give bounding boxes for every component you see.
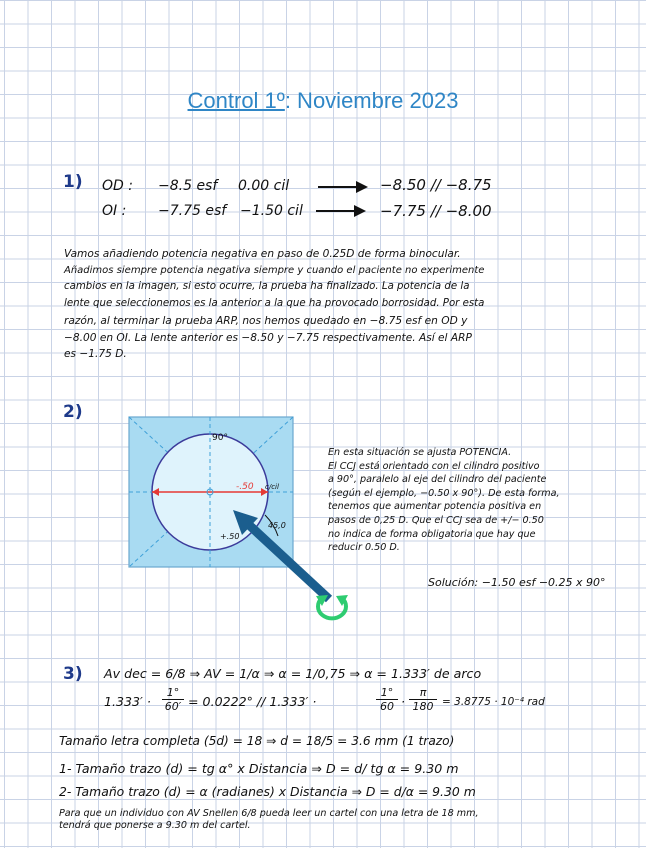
fraction-numerator: π xyxy=(409,686,437,700)
q2-line: no indica de forma obligatoria que hay que xyxy=(328,528,536,540)
fraction-3 xyxy=(409,686,437,713)
q1-line: Añadimos siempre potencia negativa siempre y cuando el paciente no experimente xyxy=(64,264,485,276)
q1-explanation xyxy=(64,246,484,363)
q2-line: tenemos que aumentar potencia positiva en xyxy=(328,501,542,513)
q2-line: (según el ejemplo, −0.50 x 90°). De esta forma, xyxy=(328,487,560,499)
q3-line-4: 1- Tamaño trazo (d) = tg α° x Distancia ⇒ D = d/ tg α = 9.30 m xyxy=(59,761,459,776)
q2-line: a 90°, paralelo al eje del cilindro del paciente xyxy=(328,474,547,486)
label-cil: c/cil xyxy=(265,483,279,491)
q1-line: es −1.75 D. xyxy=(64,348,127,361)
ccj-diagram xyxy=(128,416,358,628)
fraction-numerator: 1° xyxy=(376,686,398,700)
q1-line: razón, al terminar la prueba ARP, nos hemos quedado en −8.75 esf en OD y xyxy=(64,314,468,327)
question-1-number: 1) xyxy=(63,172,83,192)
title-rest: : Noviembre 2023 xyxy=(284,88,459,113)
label-angle: 45,0 xyxy=(268,521,286,530)
fraction-numerator: 1° xyxy=(162,686,184,700)
q1-line: Vamos añadiendo potencia negativa en paso de 0.25D de forma binocular. xyxy=(64,248,461,260)
fraction-2 xyxy=(376,686,398,713)
question-3-number: 3) xyxy=(63,664,83,684)
od-result: −8.50 // −8.75 xyxy=(380,176,492,194)
q2-line: reducir 0.50 D. xyxy=(328,542,400,554)
q3-line-5: 2- Tamaño trazo (d) = α (radianes) x Distancia ⇒ D = d/α = 9.30 m xyxy=(59,784,476,799)
od-sphere: −8.5 esf xyxy=(158,178,218,194)
oi-result: −7.75 // −8.00 xyxy=(380,202,492,220)
label-minus-050: -.50 xyxy=(236,482,254,492)
od-label: OD : xyxy=(102,178,133,194)
q2-line: En esta situación se ajusta POTENCIA. xyxy=(328,447,512,458)
q1-line: lente que seleccionemos es la anterior a la que ha provocado borrosidad. Por esta xyxy=(64,298,485,310)
q3-line-3: Tamaño letra completa (5d) = 18 ⇒ d = 18/5 = 3.6 mm (1 trazo) xyxy=(59,734,455,748)
q3-line-1: Av dec = 6/8 ⇒ AV = 1/α ⇒ α = 1/0,75 ⇒ α = 1.333′ de arco xyxy=(104,666,482,681)
q2-solution: Solución: −1.50 esf −0.25 x 90° xyxy=(428,576,606,589)
q3-line-2c: · xyxy=(401,694,406,709)
oi-sphere: −7.75 esf xyxy=(158,203,227,219)
q1-line: cambios en la imagen, si esto ocurre, la prueba ha finalizado. La potencia de la xyxy=(64,281,470,293)
fraction-denominator: 180 xyxy=(412,700,434,713)
od-cylinder: 0.00 cil xyxy=(238,178,290,194)
q2-line: pasos de 0,25 D. Que el CCJ sea de +/− 0.50 xyxy=(328,514,544,526)
fraction-denominator: 60 xyxy=(380,700,394,713)
page-title xyxy=(0,88,646,114)
od-arrow xyxy=(318,180,368,194)
label-plus-050: +.50 xyxy=(220,532,240,541)
title-main: Control 1º xyxy=(187,88,285,113)
question-2-number: 2) xyxy=(63,402,83,422)
fraction-denominator: 60′ xyxy=(164,700,182,713)
conclusion-line: tendrá que ponerse a 9.30 m del cartel. xyxy=(59,820,251,831)
conclusion-line: Para que un individuo con AV Snellen 6/8 pueda leer un cartel con una letra de 18 mm, xyxy=(59,808,479,819)
q2-explanation xyxy=(328,446,560,555)
oi-label: OI : xyxy=(102,203,127,219)
oi-cylinder: −1.50 cil xyxy=(240,203,303,219)
q1-line: −8.00 en OI. La lente anterior es −8.50 y −7.75 respectivamente. Así el ARP xyxy=(64,331,472,344)
q3-line-2a: 1.333′ · xyxy=(104,694,151,709)
q3-line-2d: = 3.8775 · 10⁻⁴ rad xyxy=(442,696,545,708)
label-90: 90° xyxy=(212,433,228,443)
oi-arrow xyxy=(316,204,366,218)
q3-line-2b: = 0.0222° // 1.333′ · xyxy=(188,694,317,709)
q2-line: El CCJ está orientado con el cilindro positivo xyxy=(328,460,540,472)
q3-conclusion xyxy=(59,808,479,832)
fraction-1 xyxy=(162,686,184,713)
